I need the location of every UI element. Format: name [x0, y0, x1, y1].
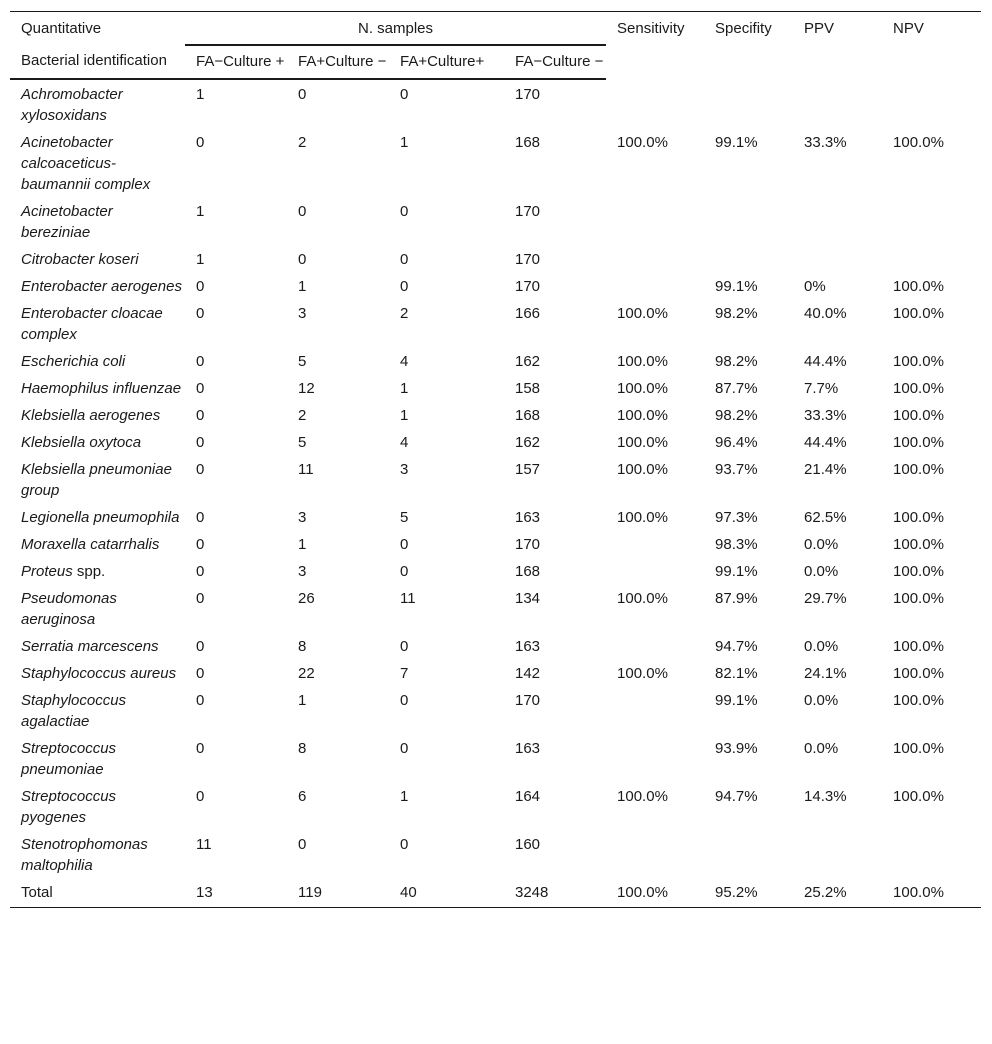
cell-fa-neg-culture-neg: 163 [515, 638, 541, 655]
cell-sensitivity: 100.0% [617, 509, 668, 526]
cell-specifity: 99.1% [715, 134, 758, 151]
cell-specifity: 97.3% [715, 509, 758, 526]
table-row [10, 584, 981, 632]
cell-npv: 100.0% [893, 509, 944, 526]
cell-fa-neg-culture-neg: 170 [515, 86, 541, 103]
header-quantitative: Quantitative [21, 20, 102, 37]
header-bacterial-identification: Bacterial identification [10, 45, 185, 79]
cell-fa-pos-culture-pos: 4 [400, 353, 409, 370]
organism-name: Moraxella catarrhalis [21, 536, 160, 553]
cell-fa-neg-culture-neg: 164 [515, 788, 541, 805]
cell-specifity: 99.1% [715, 692, 758, 709]
cell-fa-neg-culture-pos: 0 [196, 509, 205, 526]
table-body [10, 79, 981, 878]
table-row [10, 503, 981, 530]
cell-npv: 100.0% [893, 536, 944, 553]
cell-sensitivity [606, 830, 704, 878]
cell-specifity: 82.1% [715, 665, 758, 682]
table-row [10, 79, 981, 128]
cell-fa-neg-culture-pos: 0 [196, 740, 205, 757]
organism-name: Staphylococcus agalactiae [21, 692, 127, 730]
table-row [10, 347, 981, 374]
cell-sensitivity [606, 632, 704, 659]
cell-npv: 100.0% [893, 461, 944, 478]
cell-fa-pos-culture-pos: 0 [400, 203, 409, 220]
cell-fa-pos-culture-pos: 0 [400, 536, 409, 553]
cell-fa-neg-culture-neg: 157 [515, 461, 541, 478]
table-row [10, 659, 981, 686]
cell-npv: 100.0% [893, 380, 944, 397]
header-sensitivity: Sensitivity [617, 20, 685, 37]
cell-ppv: 44.4% [804, 353, 847, 370]
table-row [10, 299, 981, 347]
total-npv: 100.0% [882, 878, 981, 908]
cell-fa-neg-culture-pos: 11 [196, 836, 212, 853]
cell-fa-pos-culture-neg: 0 [298, 836, 307, 853]
cell-fa-pos-culture-pos: 0 [400, 251, 409, 268]
organism-suffix: spp. [72, 563, 106, 580]
cell-fa-neg-culture-pos: 0 [196, 692, 205, 709]
cell-sensitivity: 100.0% [617, 407, 668, 424]
organism-cell [10, 659, 185, 686]
cell-fa-pos-culture-pos: 4 [400, 434, 409, 451]
cell-fa-neg-culture-neg: 134 [515, 590, 541, 607]
cell-sensitivity: 100.0% [617, 665, 668, 682]
cell-npv: 100.0% [893, 353, 944, 370]
cell-npv: 100.0% [893, 278, 944, 295]
table-row [10, 401, 981, 428]
cell-fa-neg-culture-pos: 0 [196, 536, 205, 553]
cell-fa-pos-culture-neg: 0 [298, 86, 307, 103]
cell-fa-pos-culture-pos: 0 [400, 740, 409, 757]
organism-name: Acinetobacter calcoaceticus-baumannii complex [21, 134, 151, 193]
cell-ppv: 33.3% [804, 407, 847, 424]
cell-sensitivity: 100.0% [617, 305, 668, 322]
cell-ppv: 21.4% [804, 461, 847, 478]
cell-ppv: 29.7% [804, 590, 847, 607]
cell-specifity: 87.7% [715, 380, 758, 397]
cell-ppv [793, 197, 882, 245]
cell-fa-neg-culture-neg: 160 [515, 836, 541, 853]
organism-cell [10, 557, 185, 584]
cell-fa-pos-culture-pos: 0 [400, 692, 409, 709]
organism-cell [10, 272, 185, 299]
cell-fa-pos-culture-neg: 8 [298, 638, 307, 655]
cell-fa-pos-culture-neg: 0 [298, 203, 307, 220]
cell-fa-neg-culture-pos: 0 [196, 461, 205, 478]
organism-name: Escherichia coli [21, 353, 126, 370]
organism-cell [10, 374, 185, 401]
cell-fa-pos-culture-pos: 0 [400, 563, 409, 580]
cell-fa-neg-culture-pos: 0 [196, 407, 205, 424]
cell-fa-pos-culture-pos: 3 [400, 461, 409, 478]
cell-npv: 100.0% [893, 434, 944, 451]
cell-sensitivity [606, 197, 704, 245]
cell-sensitivity: 100.0% [617, 380, 668, 397]
organism-name: Klebsiella pneumoniae group [21, 461, 172, 499]
cell-npv [882, 830, 981, 878]
table-row [10, 782, 981, 830]
cell-fa-pos-culture-pos: 0 [400, 278, 409, 295]
organism-name: Serratia marcescens [21, 638, 159, 655]
organism-cell [10, 347, 185, 374]
cell-fa-pos-culture-neg: 22 [298, 665, 315, 682]
cell-npv: 100.0% [893, 134, 944, 151]
total-fa-neg-culture-neg: 3248 [504, 878, 606, 908]
header-specifity: Specifity [715, 20, 772, 37]
cell-fa-neg-culture-neg: 162 [515, 434, 541, 451]
total-fa-pos-culture-pos: 40 [389, 878, 504, 908]
cell-fa-neg-culture-pos: 0 [196, 638, 205, 655]
cell-fa-pos-culture-neg: 1 [298, 278, 307, 295]
organism-cell [10, 782, 185, 830]
cell-ppv: 0.0% [804, 740, 839, 757]
organism-cell [10, 128, 185, 197]
cell-fa-pos-culture-neg: 3 [298, 563, 307, 580]
cell-fa-neg-culture-neg: 170 [515, 203, 541, 220]
table-row [10, 272, 981, 299]
cell-npv: 100.0% [893, 788, 944, 805]
cell-fa-neg-culture-pos: 0 [196, 305, 205, 322]
cell-specifity: 93.7% [715, 461, 758, 478]
cell-sensitivity: 100.0% [617, 590, 668, 607]
cell-fa-neg-culture-neg: 170 [515, 692, 541, 709]
cell-specifity: 99.1% [715, 563, 758, 580]
cell-fa-pos-culture-pos: 0 [400, 86, 409, 103]
cell-fa-pos-culture-neg: 2 [298, 407, 307, 424]
cell-fa-pos-culture-neg: 1 [298, 536, 307, 553]
organism-name: Stenotrophomonas maltophilia [21, 836, 148, 874]
organism-name: Haemophilus influenzae [21, 380, 182, 397]
cell-npv: 100.0% [893, 692, 944, 709]
cell-sensitivity: 100.0% [617, 353, 668, 370]
cell-fa-neg-culture-neg: 162 [515, 353, 541, 370]
cell-ppv: 44.4% [804, 434, 847, 451]
cell-ppv: 24.1% [804, 665, 847, 682]
cell-ppv: 0% [804, 278, 826, 295]
cell-fa-pos-culture-pos: 0 [400, 638, 409, 655]
results-table [10, 11, 981, 908]
organism-cell [10, 503, 185, 530]
cell-sensitivity: 100.0% [617, 134, 668, 151]
table-row [10, 128, 981, 197]
cell-specifity [704, 197, 793, 245]
cell-specifity: 96.4% [715, 434, 758, 451]
cell-fa-neg-culture-neg: 142 [515, 665, 541, 682]
organism-name: Pseudomonas aeruginosa [21, 590, 117, 628]
cell-sensitivity [606, 245, 704, 272]
total-row [10, 878, 981, 908]
cell-fa-neg-culture-pos: 0 [196, 788, 205, 805]
cell-ppv: 33.3% [804, 134, 847, 151]
organism-name: Proteus [21, 563, 73, 580]
cell-fa-neg-culture-pos: 0 [196, 434, 205, 451]
cell-ppv: 0.0% [804, 638, 839, 655]
organism-cell [10, 734, 185, 782]
total-label: Total [10, 878, 185, 908]
organism-name: Achromobacter xylosoxidans [21, 86, 123, 124]
cell-specifity: 99.1% [715, 278, 758, 295]
total-ppv: 25.2% [793, 878, 882, 908]
cell-fa-pos-culture-pos: 1 [400, 134, 409, 151]
table-row [10, 197, 981, 245]
organism-name: Enterobacter cloacae complex [21, 305, 163, 343]
table-row [10, 530, 981, 557]
cell-ppv: 0.0% [804, 692, 839, 709]
cell-fa-pos-culture-neg: 11 [298, 461, 314, 478]
cell-npv: 100.0% [893, 305, 944, 322]
header-fa-neg-culture-pos: FA−Culture + [185, 45, 287, 79]
organism-cell [10, 530, 185, 557]
organism-name: Acinetobacter bereziniae [21, 203, 113, 241]
cell-fa-neg-culture-pos: 0 [196, 590, 205, 607]
table-row [10, 830, 981, 878]
table-row [10, 632, 981, 659]
cell-sensitivity: 100.0% [617, 461, 668, 478]
cell-sensitivity [606, 686, 704, 734]
header-fa-pos-culture-neg: FA+Culture − [287, 45, 389, 79]
organism-cell [10, 830, 185, 878]
organism-cell [10, 428, 185, 455]
table-row [10, 686, 981, 734]
organism-name: Citrobacter koseri [21, 251, 139, 268]
cell-fa-pos-culture-neg: 5 [298, 434, 307, 451]
cell-ppv: 0.0% [804, 536, 839, 553]
cell-ppv: 40.0% [804, 305, 847, 322]
cell-specifity: 98.3% [715, 536, 758, 553]
cell-specifity: 93.9% [715, 740, 758, 757]
cell-npv: 100.0% [893, 740, 944, 757]
cell-fa-pos-culture-pos: 1 [400, 407, 409, 424]
organism-name: Enterobacter aerogenes [21, 278, 182, 295]
cell-fa-pos-culture-neg: 8 [298, 740, 307, 757]
cell-sensitivity [606, 272, 704, 299]
cell-fa-neg-culture-neg: 170 [515, 278, 541, 295]
table-row [10, 428, 981, 455]
cell-fa-neg-culture-pos: 1 [196, 251, 205, 268]
cell-npv: 100.0% [893, 563, 944, 580]
cell-specifity: 98.2% [715, 407, 758, 424]
cell-fa-pos-culture-neg: 1 [298, 692, 307, 709]
cell-ppv [793, 79, 882, 128]
cell-sensitivity: 100.0% [617, 434, 668, 451]
organism-cell [10, 197, 185, 245]
cell-fa-neg-culture-neg: 163 [515, 509, 541, 526]
cell-fa-neg-culture-pos: 0 [196, 134, 205, 151]
cell-fa-neg-culture-pos: 0 [196, 353, 205, 370]
total-specifity: 95.2% [704, 878, 793, 908]
total-fa-neg-culture-pos: 13 [185, 878, 287, 908]
cell-fa-neg-culture-neg: 168 [515, 563, 541, 580]
cell-fa-neg-culture-pos: 1 [196, 86, 205, 103]
cell-ppv: 14.3% [804, 788, 847, 805]
cell-npv [882, 79, 981, 128]
cell-fa-neg-culture-pos: 1 [196, 203, 205, 220]
cell-ppv: 0.0% [804, 563, 839, 580]
cell-ppv [793, 245, 882, 272]
organism-cell [10, 401, 185, 428]
cell-fa-neg-culture-pos: 0 [196, 665, 205, 682]
organism-name: Streptococcus pneumoniae [21, 740, 117, 778]
cell-specifity: 98.2% [715, 353, 758, 370]
cell-specifity: 94.7% [715, 638, 758, 655]
total-sensitivity: 100.0% [606, 878, 704, 908]
cell-specifity: 98.2% [715, 305, 758, 322]
cell-fa-pos-culture-neg: 3 [298, 305, 307, 322]
cell-fa-pos-culture-pos: 7 [400, 665, 409, 682]
cell-fa-pos-culture-neg: 5 [298, 353, 307, 370]
header-n-samples: N. samples [185, 12, 606, 46]
cell-ppv: 62.5% [804, 509, 847, 526]
cell-specifity [704, 79, 793, 128]
organism-name: Staphylococcus aureus [21, 665, 177, 682]
cell-npv: 100.0% [893, 638, 944, 655]
header-npv: NPV [893, 20, 924, 37]
cell-fa-neg-culture-neg: 158 [515, 380, 541, 397]
cell-specifity [704, 830, 793, 878]
cell-fa-pos-culture-neg: 6 [298, 788, 307, 805]
cell-fa-pos-culture-pos: 0 [400, 836, 409, 853]
cell-fa-neg-culture-neg: 170 [515, 251, 541, 268]
cell-fa-neg-culture-neg: 168 [515, 407, 541, 424]
organism-name: Klebsiella aerogenes [21, 407, 161, 424]
cell-npv [882, 197, 981, 245]
cell-fa-neg-culture-neg: 170 [515, 536, 541, 553]
cell-fa-neg-culture-pos: 0 [196, 380, 205, 397]
organism-name: Streptococcus pyogenes [21, 788, 117, 826]
header-ppv: PPV [804, 20, 835, 37]
organism-name: Klebsiella oxytoca [21, 434, 142, 451]
cell-fa-pos-culture-neg: 3 [298, 509, 307, 526]
cell-fa-pos-culture-pos: 2 [400, 305, 409, 322]
cell-fa-neg-culture-neg: 168 [515, 134, 541, 151]
cell-ppv [793, 830, 882, 878]
cell-fa-neg-culture-pos: 0 [196, 278, 205, 295]
organism-cell [10, 632, 185, 659]
table-row [10, 455, 981, 503]
cell-fa-pos-culture-neg: 2 [298, 134, 307, 151]
cell-npv: 100.0% [893, 665, 944, 682]
table-row [10, 374, 981, 401]
table-header [10, 12, 981, 80]
organism-name: Legionella pneumophila [21, 509, 180, 526]
table-row [10, 557, 981, 584]
cell-npv [882, 245, 981, 272]
cell-npv: 100.0% [893, 407, 944, 424]
cell-sensitivity [606, 734, 704, 782]
cell-fa-pos-culture-pos: 5 [400, 509, 409, 526]
cell-fa-pos-culture-pos: 1 [400, 380, 409, 397]
cell-specifity [704, 245, 793, 272]
cell-fa-pos-culture-pos: 1 [400, 788, 409, 805]
organism-cell [10, 79, 185, 128]
cell-sensitivity [606, 557, 704, 584]
cell-specifity: 94.7% [715, 788, 758, 805]
cell-fa-neg-culture-pos: 0 [196, 563, 205, 580]
cell-fa-pos-culture-neg: 26 [298, 590, 315, 607]
cell-specifity: 87.9% [715, 590, 758, 607]
table-row [10, 734, 981, 782]
cell-sensitivity [606, 530, 704, 557]
cell-sensitivity [606, 79, 704, 128]
cell-fa-neg-culture-neg: 166 [515, 305, 541, 322]
header-fa-neg-culture-neg: FA−Culture − [504, 45, 606, 79]
organism-cell [10, 686, 185, 734]
organism-cell [10, 455, 185, 503]
cell-sensitivity: 100.0% [617, 788, 668, 805]
cell-ppv: 7.7% [804, 380, 839, 397]
organism-cell [10, 245, 185, 272]
header-fa-pos-culture-pos: FA+Culture+ [389, 45, 504, 79]
total-fa-pos-culture-neg: 119 [287, 878, 389, 908]
organism-cell [10, 299, 185, 347]
cell-fa-neg-culture-neg: 163 [515, 740, 541, 757]
cell-fa-pos-culture-neg: 12 [298, 380, 315, 397]
cell-fa-pos-culture-neg: 0 [298, 251, 307, 268]
table-row [10, 245, 981, 272]
cell-npv: 100.0% [893, 590, 944, 607]
organism-cell [10, 584, 185, 632]
cell-fa-pos-culture-pos: 11 [400, 590, 416, 607]
